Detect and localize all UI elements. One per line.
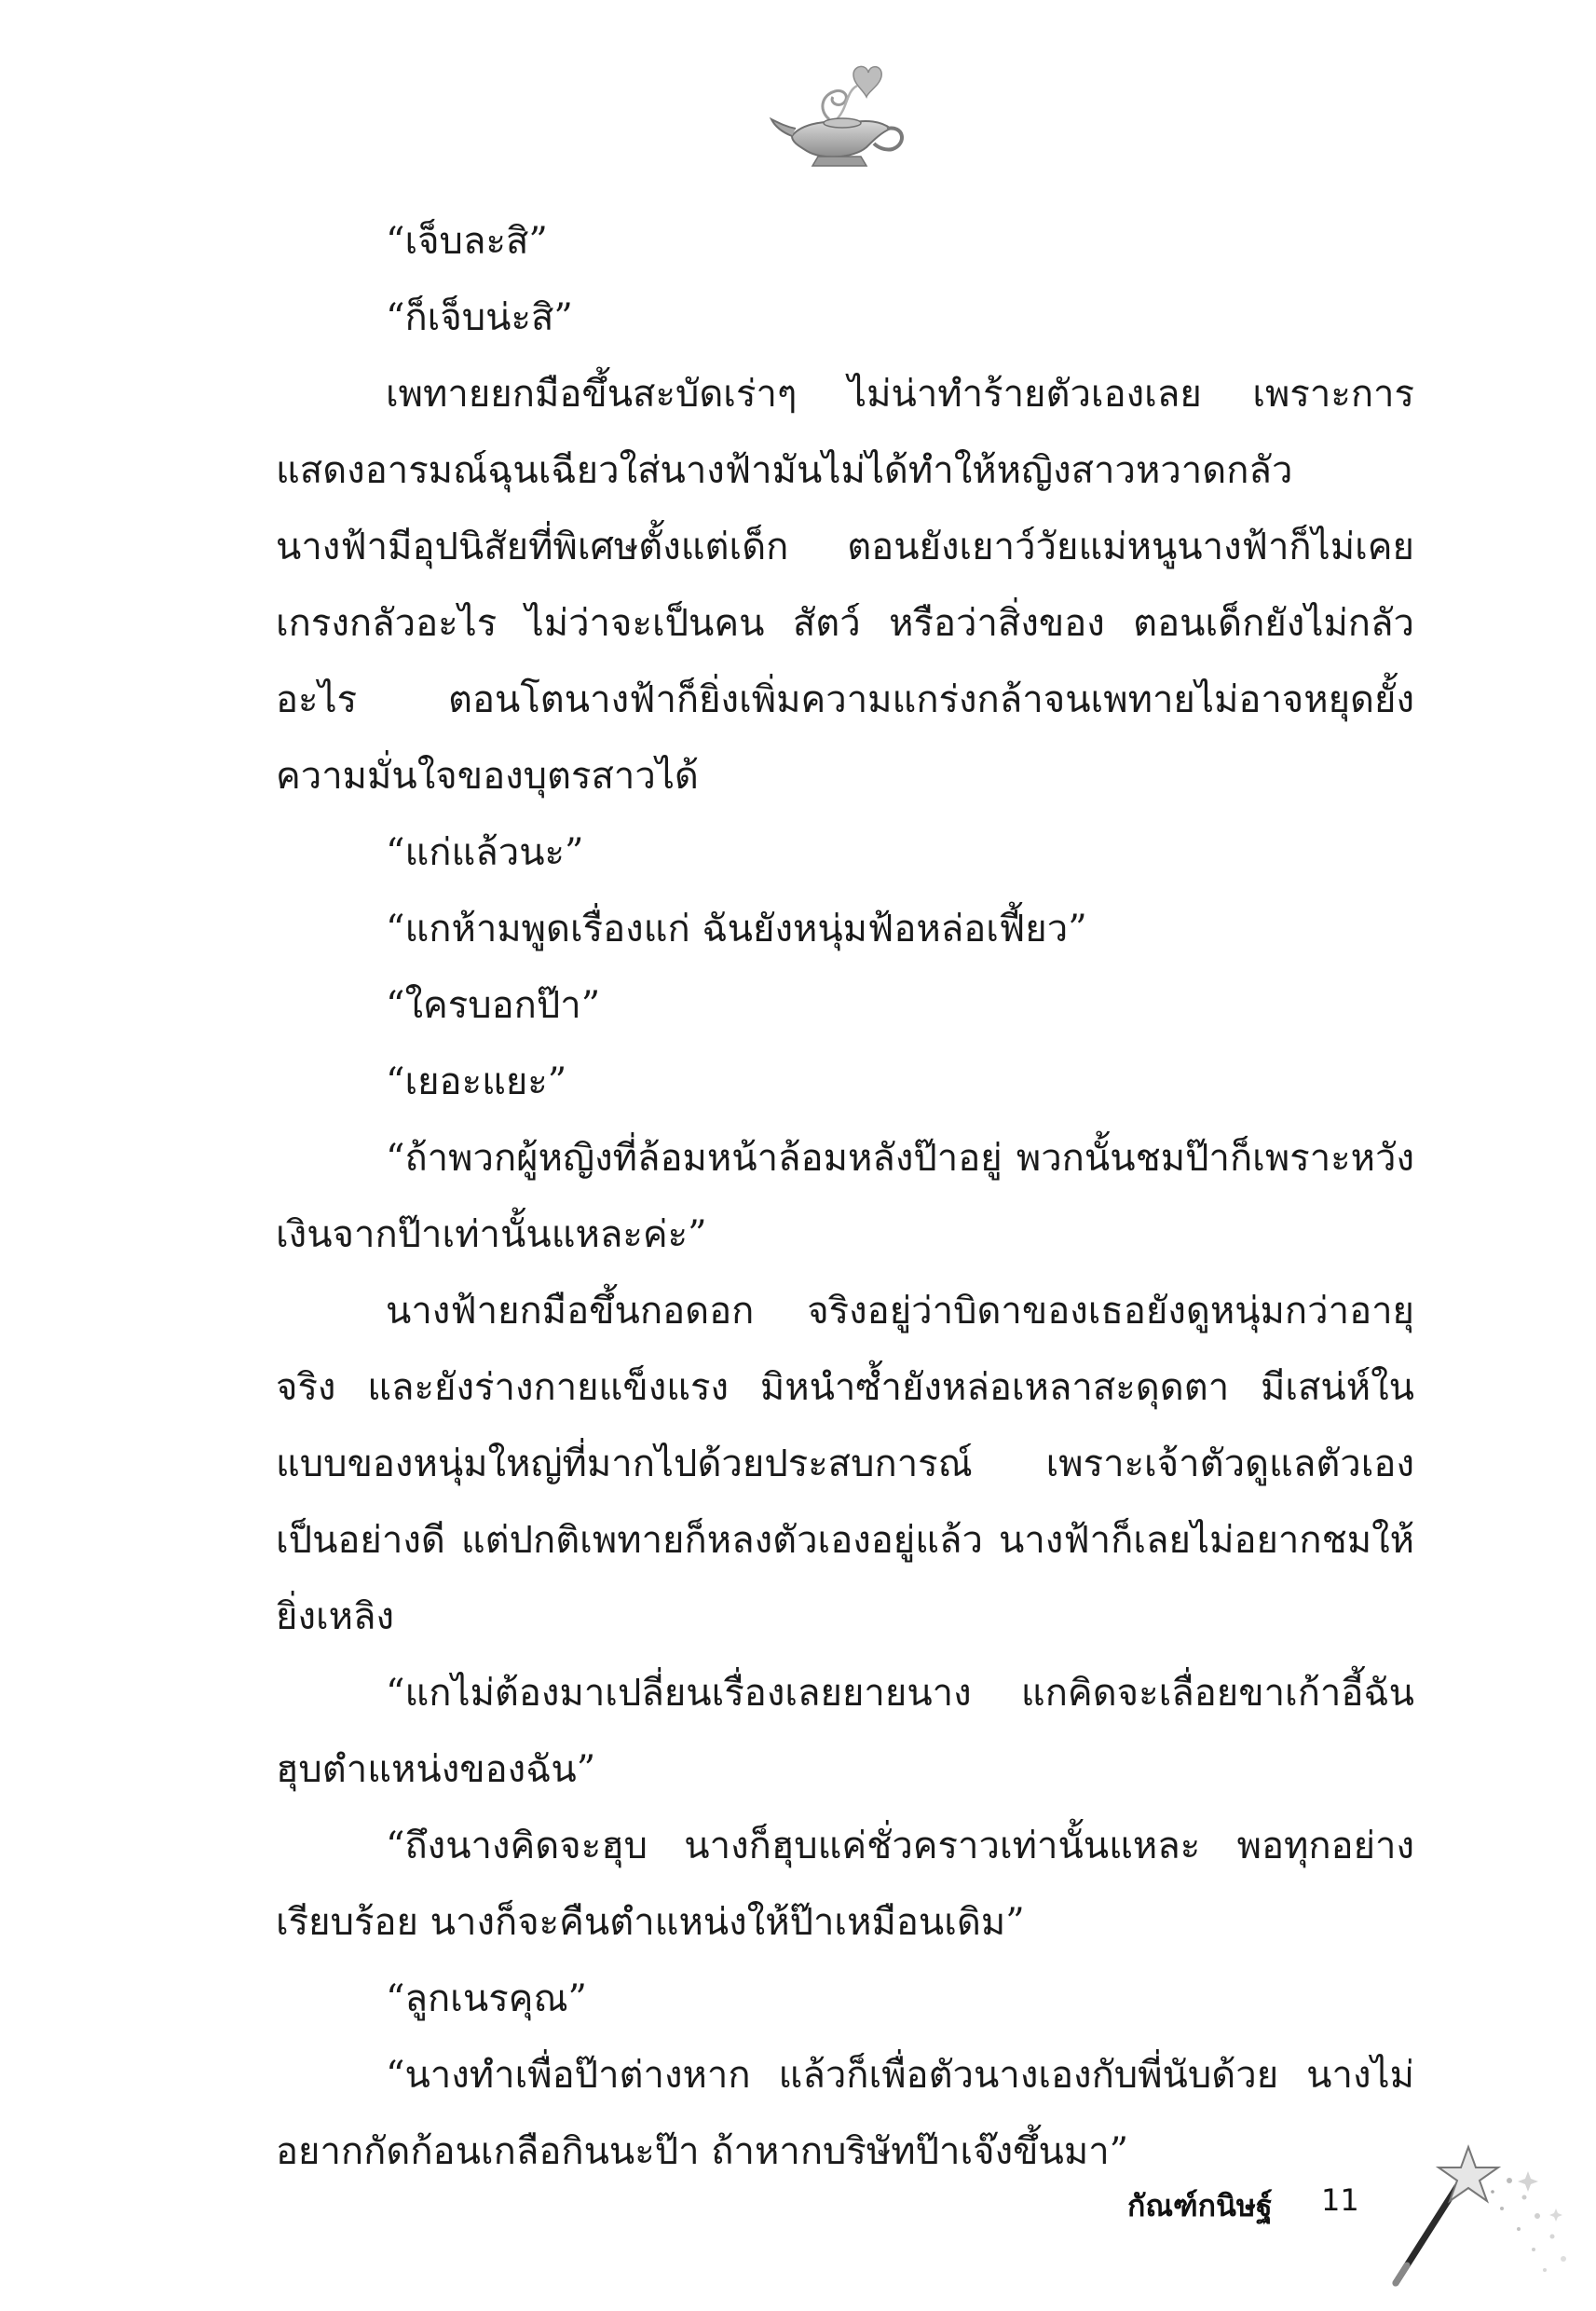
page-footer (1099, 2143, 1584, 2292)
paragraph: “แกห้ามพูดเรื่องแก่ ฉันยังหนุ่มฟ้อหล่อเฟี้ยว” (386, 908, 1087, 950)
page-number: 11 (1321, 2182, 1359, 2218)
paragraph: เพทายยกมือขึ้นสะบัดเร่าๆ ไม่น่าทำร้ายตัวเองเลย เพราะการแสดงอารมณ์ฉุนเฉียวใส่นางฟ้ามันไม่ได้ทำให้หญิงสาวหวาดกลัว นางฟ้ามีอุปนิสัยที่พิเศษตั้งแต่เด็ก ตอนยังเยาว์วัยแม่หนูนางฟ้าก็ไม่เคยเกรงกลัวอะไร ไม่ว่าจะเป็นคน สัตว์ หรือว่าสิ่งของ ตอนเด็กยังไม่กลัวอะไร ตอนโตนางฟ้าก็ยิ่งเพิ่มความแกร่งกล้าจนเพทายไม่อาจหยุดยั้งความมั่นใจของบุตรสาวได้ (276, 373, 1414, 798)
paragraph: “นางทำเพื่อป๊าต่างหาก แล้วก็เพื่อตัวนางเองกับพี่นับด้วย นางไม่อยากกัดก้อนเกลือกินนะป๊า ถ้าหากบริษัทป๊าเจ๊งขึ้นมา” (276, 2054, 1414, 2173)
paragraph: “แกไม่ต้องมาเปลี่ยนเรื่องเลยยายนาง แกคิดจะเลื่อยขาเก้าอี้ฉันฮุบตำแหน่งของฉัน” (276, 1672, 1414, 1791)
story-body (276, 203, 1414, 2190)
magic-wand-sparkle-icon (1379, 2143, 1584, 2292)
paragraph: “เยอะแยะ” (386, 1060, 567, 1103)
paragraph: “ลูกเนรคุณ” (386, 1977, 587, 2020)
paragraph: “ถึงนางคิดจะฮุบ นางก็ฮุบแค่ชั่วคราวเท่านั้นแหละ พอทุกอย่างเรียบร้อย นางก็จะคืนตำแหน่งให้ป๊าเหมือนเดิม” (276, 1825, 1414, 1944)
genie-lamp-with-heart-icon (764, 54, 913, 175)
book-title: กัณฑ์กนิษฐ์ (1127, 2188, 1273, 2223)
paragraph: “ใครบอกป๊า” (386, 984, 601, 1027)
paragraph: นางฟ้ายกมือขึ้นกอดอก จริงอยู่ว่าบิดาของเธอยังดูหนุ่มกว่าอายุจริง และยังร่างกายแข็งแรง มิหนำซ้ำยังหล่อเหลาสะดุดตา มีเสน่ห์ในแบบของหนุ่มใหญ่ที่มากไปด้วยประสบการณ์ เพราะเจ้าตัวดูแลตัวเองเป็นอย่างดี แต่ปกติเพทายก็หลงตัวเองอยู่แล้ว นางฟ้าก็เลยไม่อยากชมให้ยิ่งเหลิง (276, 1290, 1414, 1638)
paragraph: “เจ็บละสิ” (386, 220, 548, 263)
paragraph: “ก็เจ็บน่ะสิ” (386, 296, 573, 339)
paragraph: “แก่แล้วนะ” (386, 831, 584, 874)
paragraph: “ถ้าพวกผู้หญิงที่ล้อมหน้าล้อมหลังป๊าอยู่ พวกนั้นชมป๊าก็เพราะหวังเงินจากป๊าเท่านั้นแหละค่ะ” (276, 1137, 1414, 1256)
